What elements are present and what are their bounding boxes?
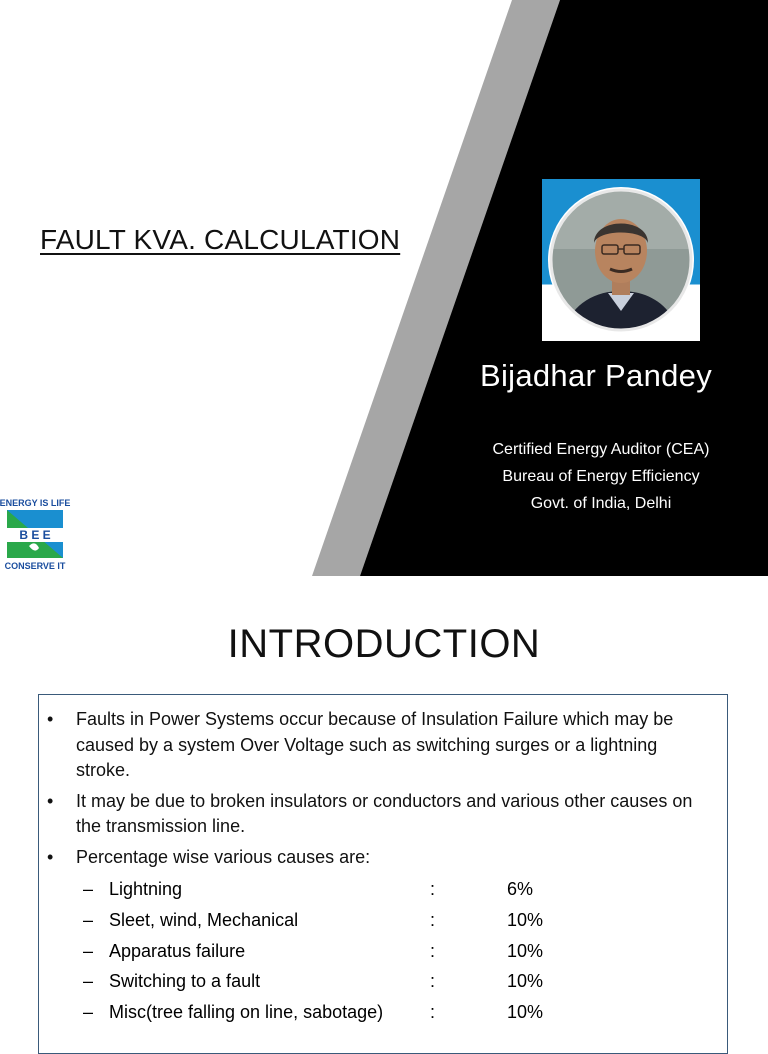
bullet-item xyxy=(39,789,729,840)
dash-icon: – xyxy=(83,971,94,992)
cause-separator: : xyxy=(430,1002,436,1023)
logo-bottom-text: CONSERVE IT xyxy=(4,561,66,571)
bullet-dot-icon: • xyxy=(47,846,54,867)
cause-row xyxy=(38,966,728,997)
cause-row xyxy=(38,905,728,936)
bullet-item xyxy=(39,845,729,871)
cause-percentage: 10% xyxy=(507,971,544,992)
bullet-text: Faults in Power Systems occur because of Insulation Failure which may be caused by a system Over Voltage such as switching surges or a lightning stroke. xyxy=(76,709,674,780)
introduction-slide xyxy=(0,576,768,1024)
slide-title: INTRODUCTION xyxy=(227,622,541,666)
presenter-photo xyxy=(542,179,700,341)
bullet-dot-icon: • xyxy=(47,709,54,729)
bullet-list xyxy=(39,707,729,870)
cause-percentage: 10% xyxy=(507,1002,544,1023)
presenter-name: Bijadhar Pandey xyxy=(480,358,712,393)
cause-label: Sleet, wind, Mechanical xyxy=(109,909,299,930)
cause-percentage: 10% xyxy=(507,909,544,930)
presentation-title: FAULT KVA. CALCULATION xyxy=(40,224,401,255)
cause-separator: : xyxy=(430,909,436,930)
bee-logo xyxy=(0,496,71,572)
causes-list xyxy=(38,874,728,1028)
dash-icon: – xyxy=(83,1002,94,1023)
dash-icon: – xyxy=(83,909,94,930)
cause-percentage: 10% xyxy=(507,940,544,961)
cause-row xyxy=(38,874,728,905)
cause-row xyxy=(38,997,728,1028)
presenter-portrait xyxy=(542,179,700,341)
dash-icon: – xyxy=(83,879,94,899)
bullet-dot-icon: • xyxy=(47,790,54,811)
logo-top-text: ENERGY IS LIFE xyxy=(0,498,71,508)
bullet-item xyxy=(39,707,729,784)
credential-line: Govt. of India, Delhi xyxy=(530,495,672,512)
cause-separator: : xyxy=(430,971,436,992)
cause-row xyxy=(38,936,728,967)
cause-label: Switching to a fault xyxy=(109,971,261,992)
cause-label: Apparatus failure xyxy=(109,940,246,961)
cause-label: Misc(tree falling on line, sabotage) xyxy=(109,1002,384,1023)
cause-separator: : xyxy=(430,879,436,899)
cause-label: Lightning xyxy=(109,879,183,899)
bullet-text: It may be due to broken insulators or conductors and various other causes on the transmission line. xyxy=(76,790,693,836)
cause-percentage: 6% xyxy=(507,879,534,899)
presenter-credentials xyxy=(470,436,732,517)
dash-icon: – xyxy=(83,940,94,961)
logo-middle-text: B E E xyxy=(19,528,51,542)
credential-line: Certified Energy Auditor (CEA) xyxy=(492,441,710,458)
bullet-text: Percentage wise various causes are: xyxy=(76,846,371,867)
credential-line: Bureau of Energy Efficiency xyxy=(502,468,700,485)
cause-separator: : xyxy=(430,940,436,961)
